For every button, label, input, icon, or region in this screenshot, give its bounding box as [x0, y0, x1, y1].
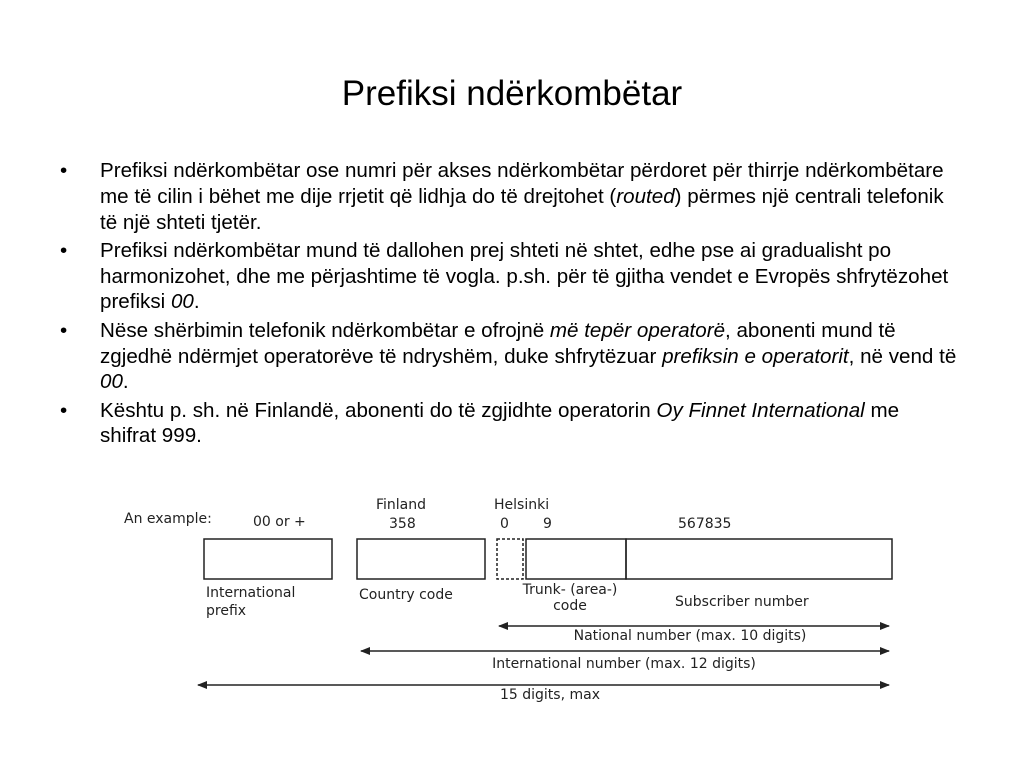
intl-prefix-value: 00 or + [253, 514, 306, 530]
bullet-item [60, 318, 960, 395]
bullet-list [60, 158, 960, 452]
city-name: Helsinki [494, 497, 550, 513]
bullet-marker: • [60, 238, 68, 262]
bullet-item [60, 238, 960, 315]
subscriber-label: Subscriber number [675, 594, 809, 610]
trunk-code-box [497, 539, 523, 579]
area-code-box [526, 539, 626, 579]
slide-title: Prefiksi ndërkombëtar [341, 74, 683, 113]
bullet-text: , abonenti mund të zgjedhë ndërmjet operatorëve të ndryshëm, duke shfrytëzuar [100, 318, 896, 368]
national-number-label: National number (max. 10 digits) [573, 628, 807, 644]
bullet-italic-text: prefiksin e operatorit [662, 344, 849, 368]
bullet-marker: • [60, 318, 68, 342]
bullet-italic-text: Oy Finnet International [656, 398, 865, 422]
example-label: An example: [124, 511, 212, 527]
phone-number-format-diagram [0, 490, 1024, 720]
bullet-italic-text: routed [616, 184, 675, 208]
bullet-italic-text: më tepër operatorë [549, 318, 726, 342]
bullet-text: Prefiksi ndërkombëtar ose numri për akses ndërkombëtar përdoret për thirrje ndërkombëtare me të cilin i bëhet me dije rrjetit që lidhja do të drejtohet ( [100, 159, 944, 208]
bullet-item [60, 158, 960, 235]
international-number-label: International number (max. 12 digits) [492, 656, 756, 672]
bullet-marker: • [60, 159, 68, 182]
country-code-label: Country code [359, 587, 453, 603]
intl-prefix-label-2: prefix [206, 603, 247, 619]
bullet-italic-text: 00 [170, 290, 194, 314]
subscriber-number-box [626, 539, 892, 579]
trunk-label-1: Trunk- (area-) [522, 582, 618, 598]
trunk-label-2: code [553, 598, 587, 614]
country-code-box [357, 539, 485, 579]
area-value: 9 [543, 516, 552, 532]
bullet-italic-text: 00 [100, 370, 123, 394]
max-digits-label: 15 digits, max [499, 687, 601, 703]
trunk-value: 0 [500, 516, 509, 532]
bullet-text: . [193, 290, 200, 314]
bullet-text: , në vend të [848, 344, 957, 368]
subscriber-value: 567835 [678, 516, 732, 532]
bullet-text: Kështu p. sh. në Finlandë, abonenti do të zgjidhte operatorin [100, 398, 657, 422]
bullet-text: me shifrat 999. [100, 398, 900, 448]
intl-prefix-label-1: International [206, 585, 296, 601]
country-code-value: 358 [389, 516, 416, 532]
intl-prefix-box [204, 539, 332, 579]
bullet-text: . [122, 370, 129, 394]
bullet-item [60, 398, 960, 450]
bullet-marker: • [60, 398, 68, 422]
bullet-text: Nëse shërbimin telefonik ndërkombëtar e ofrojnë [100, 318, 550, 342]
bullet-text: ) përmes një centrali telefonik të një shteti tjetër. [100, 184, 944, 234]
country-name: Finland [376, 497, 427, 513]
bullet-text: Prefiksi ndërkombëtar mund të dallohen prej shteti në shtet, edhe pse ai gradualisht po harmonizohet, dhe me përjashtime të vogla. p.sh. për të gjitha vendet e Evropës shfrytëzohet prefiksi [100, 238, 949, 314]
